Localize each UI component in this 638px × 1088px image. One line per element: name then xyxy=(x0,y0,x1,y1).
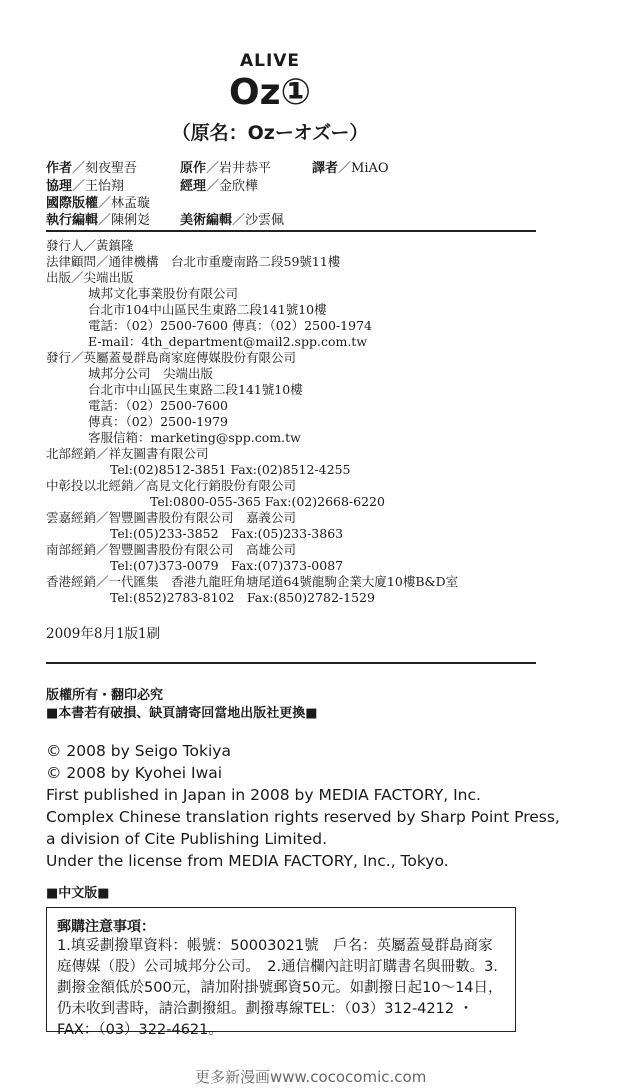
credit-translator: 譯者／MiAO xyxy=(312,161,389,176)
volume-title: Oz① xyxy=(228,72,312,113)
publisher-line: 台北市104中山區民生東路二段141號10樓 xyxy=(88,302,327,317)
credit-art-editor: 美術編輯／沙雲佩 xyxy=(180,213,285,228)
divider-top xyxy=(46,230,536,232)
copyright-line: © 2008 by Kyohei Iwai xyxy=(46,764,223,782)
credit-author: 作者／刻夜聖吾 xyxy=(46,161,138,176)
publisher-line: 發行／英屬蓋曼群島商家庭傳媒股份有限公司 xyxy=(46,350,297,365)
credit-manager: 經理／金欣樺 xyxy=(180,179,259,194)
publisher-line: 出版／尖端出版 xyxy=(46,270,134,285)
publisher-line: 電話：（02）2500-7600 xyxy=(88,398,229,413)
edition-info: 2009年8月1版1刷 xyxy=(46,626,161,642)
chinese-edition-label: ■中文版■ xyxy=(46,886,110,901)
mail-order-heading: 郵購注意事項： xyxy=(57,919,155,935)
publisher-line: 台北市中山區民生東路二段141號10樓 xyxy=(88,382,303,397)
copyright-line: Complex Chinese translation rights reserved by Sharp Point Press, xyxy=(46,808,560,826)
copyright-line: First published in Japan in 2008 by MEDIA FACTORY, Inc. xyxy=(46,786,481,804)
mail-order-notice-box xyxy=(46,907,516,1038)
credit-original: 原作／岩井恭平 xyxy=(180,161,272,176)
distributor-line: 雲嘉經銷／智豐圖書股份有限公司 嘉義公司 xyxy=(46,510,297,525)
distributor-line: 北部經銷／祥友圖書有限公司 xyxy=(46,446,209,461)
mail-order-body: 1.填妥劃撥單資料：帳號：50003021號 戶名：英屬蓋曼群島商家庭傳媒（股）公司城邦分公司。 2.通信欄內註明訂購書名與冊數。3.劃撥金額低於500元，請加附掛號郵資50元。如劃撥日起10～14日，仍未收到書時，請洽劃撥組。劃撥專線TEL：（03）312-4212 ・ FAX：（03）322-4621。 xyxy=(57,938,503,1038)
distributor-line: 香港經銷／一代匯集 香港九龍旺角塘尾道64號龍駒企業大廈10樓B&D室 xyxy=(46,574,459,589)
damage-return-notice: ■本書若有破損、缺頁請寄回當地出版社更換■ xyxy=(46,706,318,721)
publisher-line: 發行人／黃鎮隆 xyxy=(46,238,134,253)
rights-reserved: 版權所有・翻印必究 xyxy=(46,688,164,703)
credit-coordinator: 協理／王怡翔 xyxy=(46,179,125,194)
credit-intl-rights: 國際版權／林孟璇 xyxy=(46,196,151,211)
distributor-contact: Tel:(02)8512-3851 Fax:(02)8512-4255 xyxy=(110,462,351,477)
copyright-line: a division of Cite Publishing Limited. xyxy=(46,830,328,848)
distributor-line: 中彰投以北經銷／高見文化行銷股份有限公司 xyxy=(46,478,297,493)
publisher-line: 城邦文化事業股份有限公司 xyxy=(88,286,239,301)
distributor-line: 南部經銷／智豐圖書股份有限公司 高雄公司 xyxy=(46,542,297,557)
publisher-email: E-mail：4th_department@mail2.spp.com.tw xyxy=(88,334,368,349)
original-title: （原名：Ozーオズー） xyxy=(171,122,369,144)
copyright-line: Under the license from MEDIA FACTORY, Inc., Tokyo. xyxy=(46,852,449,870)
distributor-contact: Tel:(852)2783-8102 Fax:(850)2782-1529 xyxy=(110,590,375,605)
series-label: ALIVE xyxy=(239,51,301,71)
publisher-line: 電話：（02）2500-7600 傳真：（02）2500-1974 xyxy=(88,318,372,333)
distributor-contact: Tel:(07)373-0079 Fax:(07)373-0087 xyxy=(110,558,344,573)
publisher-line: 傳真：（02）2500-1979 xyxy=(88,414,229,429)
distributor-contact: Tel:(05)233-3852 Fax:(05)233-3863 xyxy=(110,526,344,541)
divider-middle xyxy=(46,662,536,664)
publisher-line: 城邦分公司 尖端出版 xyxy=(88,366,214,381)
publisher-line: 法律顧問／通律機構 台北市重慶南路二段59號11樓 xyxy=(46,254,341,269)
publisher-email: 客服信箱：marketing@spp.com.tw xyxy=(88,430,301,445)
footer-watermark: 更多新漫画www.cococomic.com xyxy=(195,1068,427,1086)
credit-exec-editor: 執行編輯／陳俐彣 xyxy=(46,213,151,228)
copyright-line: © 2008 by Seigo Tokiya xyxy=(46,742,231,760)
distributor-contact: Tel:0800-055-365 Fax:(02)2668-6220 xyxy=(150,494,385,509)
